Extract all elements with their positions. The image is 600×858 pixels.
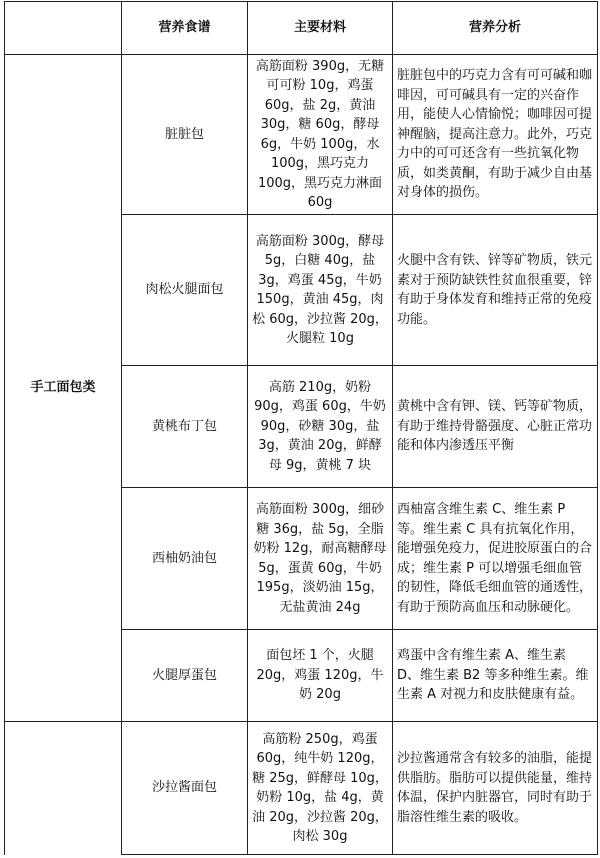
recipe-materials: 高筋 210g，奶粉 90g，鸡蛋 60g，牛奶 90g，砂糖 30g，盐 3g，黄油 20g，鲜酵母 9g，黄桃 7 块 — [248, 366, 393, 488]
recipe-materials: 高筋面粉 300g，酵母 5g，白糖 40g，盐 3g，鸡蛋 45g，牛奶 150g，黄油 45g，肉松 60g，沙拉酱 20g，火腿粒 10g — [248, 215, 393, 366]
recipe-name: 火腿厚蛋包 — [122, 630, 248, 722]
nutrition-recipe-table — [4, 1, 598, 855]
recipe-name: 肉松火腿面包 — [122, 215, 248, 366]
header-recipe: 营养食谱 — [122, 2, 248, 55]
recipe-materials: 高筋面粉 390g，无糖可可粉 10g，鸡蛋 60g，盐 2g，黄油 30g，糖 60g，酵母 6g，牛奶 100g，水 100g，黑巧克力 100g，黑巧克力淋面 60g — [248, 55, 393, 215]
table-row — [5, 55, 598, 215]
recipe-analysis: 黄桃中含有钾、镁、钙等矿物质，有助于维持骨骼强度、心脏正常功能和体内渗透压平衡 — [393, 366, 598, 488]
recipe-materials: 面包坯 1 个，火腿 20g，鸡蛋 120g，牛奶 20g — [248, 630, 393, 722]
header-materials: 主要材料 — [248, 2, 393, 55]
recipe-analysis: 沙拉酱通常含有较多的油脂，能提供脂肪。脂肪可以提供能量，维持体温，保护内脏器官，同时有助于脂溶性维生素的吸收。 — [393, 722, 598, 855]
recipe-analysis: 火腿中含有铁、锌等矿物质，铁元素对于预防缺铁性贫血很重要，锌有助于身体发育和维持正常的免疫功能。 — [393, 215, 598, 366]
recipe-materials: 高筋粉 250g，鸡蛋 60g，纯牛奶 120g，糖 25g，鲜酵母 10g，奶粉 10g，盐 4g，黄油 20g，沙拉酱 20g，肉松 30g — [248, 722, 393, 855]
category-continuation-cell — [5, 722, 122, 855]
recipe-name: 黄桃布丁包 — [122, 366, 248, 488]
header-blank-cell — [5, 2, 122, 55]
table-row — [5, 722, 598, 855]
recipe-analysis: 脏脏包中的巧克力含有可可碱和咖啡因，可可碱具有一定的兴奋作用，能使人心情愉悦；咖啡因可提神醒脑，提高注意力。此外，巧克力中的可可还含有一些抗氧化物质，如类黄酮，有助于减少自由基对身体的损伤。 — [393, 55, 598, 215]
recipe-name: 西柚奶油包 — [122, 488, 248, 630]
header-row — [5, 2, 598, 55]
recipe-analysis: 鸡蛋中含有维生素 A、维生素 D、维生素 B2 等多种维生素。维生素 A 对视力和皮肤健康有益。 — [393, 630, 598, 722]
recipe-name: 沙拉酱面包 — [122, 722, 248, 855]
recipe-materials: 高筋面粉 300g，细砂糖 36g，盐 5g，全脂奶粉 12g，耐高糖酵母 5g，蛋黄 60g，牛奶 195g，淡奶油 15g，无盐黄油 24g — [248, 488, 393, 630]
category-cell: 手工面包类 — [5, 55, 122, 722]
header-analysis: 营养分析 — [393, 2, 598, 55]
recipe-name: 脏脏包 — [122, 55, 248, 215]
recipe-analysis: 西柚富含维生素 C、维生素 P 等。维生素 C 具有抗氧化作用，能增强免疫力，促进胶原蛋白的合成；维生素 P 可以增强毛细血管的韧性，降低毛细血管的通透性，有助于预防高血压和动脉硬化。 — [393, 488, 598, 630]
